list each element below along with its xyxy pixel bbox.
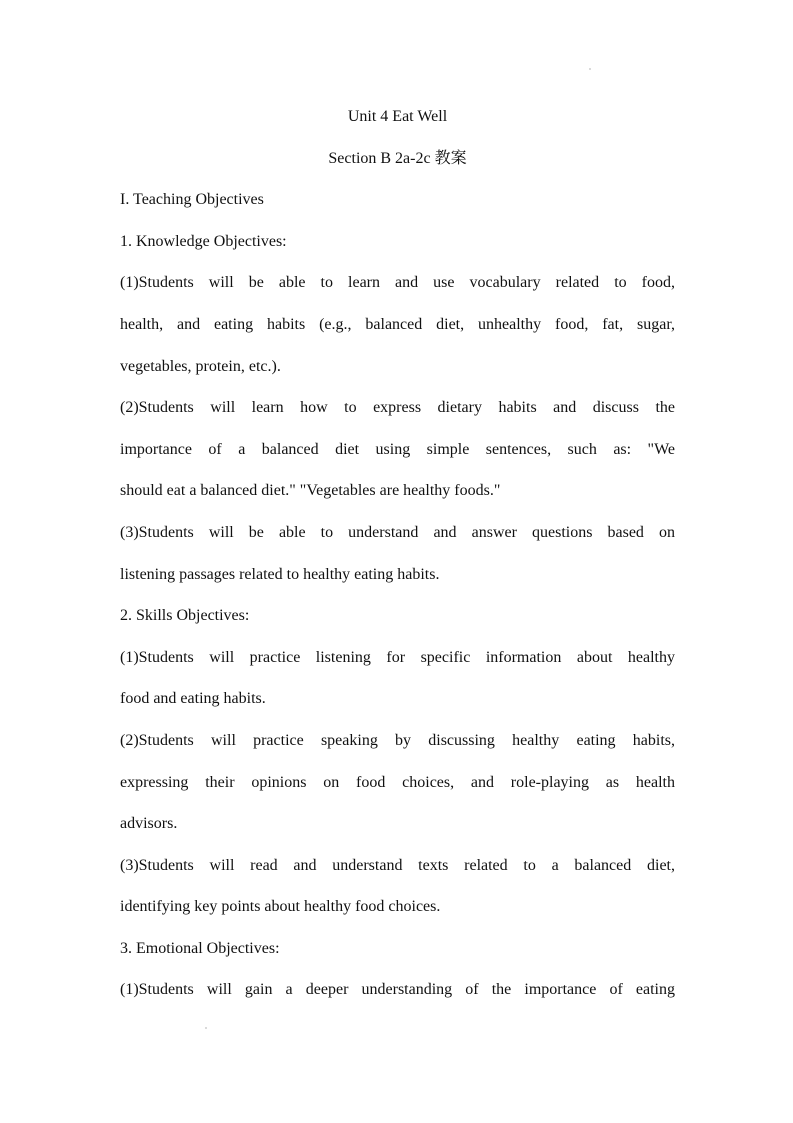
- paragraph-line: (2)Students will practice speaking by discussing healthy eating habits,: [120, 731, 675, 749]
- knowledge-heading: 1. Knowledge Objectives:: [120, 232, 287, 250]
- emotional-heading: 3. Emotional Objectives:: [120, 939, 280, 957]
- paragraph-line: (1)Students will be able to learn and use vocabulary related to food,: [120, 274, 675, 292]
- skills-heading: 2. Skills Objectives:: [120, 607, 250, 625]
- paragraph-line: listening passages related to healthy eating habits.: [120, 565, 440, 583]
- document-subtitle: Section B 2a-2c 教案: [328, 149, 467, 167]
- document-page: [120, 96, 675, 1011]
- section-heading: I. Teaching Objectives: [120, 191, 264, 209]
- paragraph-line: should eat a balanced diet." "Vegetables are healthy foods.": [120, 482, 501, 500]
- paragraph-line: (3)Students will be able to understand and answer questions based on: [120, 523, 675, 541]
- paragraph-line: advisors.: [120, 815, 178, 833]
- paragraph-line: (2)Students will learn how to express dietary habits and discuss the: [120, 399, 675, 417]
- paragraph-line: food and eating habits.: [120, 690, 266, 708]
- scan-dot-top: [589, 68, 591, 70]
- paragraph-line: (3)Students will read and understand texts related to a balanced diet,: [120, 856, 675, 874]
- paragraph-line: importance of a balanced diet using simple sentences, such as: "We: [120, 440, 675, 458]
- paragraph-line: health, and eating habits (e.g., balanced diet, unhealthy food, fat, sugar,: [120, 315, 675, 333]
- paragraph-line: (1)Students will gain a deeper understanding of the importance of eating: [120, 981, 675, 999]
- paragraph-line: (1)Students will practice listening for specific information about healthy: [120, 648, 675, 666]
- scan-dot-bottom: [205, 1027, 207, 1029]
- paragraph-line: identifying key points about healthy food choices.: [120, 898, 441, 916]
- paragraph-line: vegetables, protein, etc.).: [120, 357, 281, 375]
- document-title: Unit 4 Eat Well: [347, 108, 448, 125]
- paragraph-line: expressing their opinions on food choices, and role-playing as health: [120, 773, 675, 791]
